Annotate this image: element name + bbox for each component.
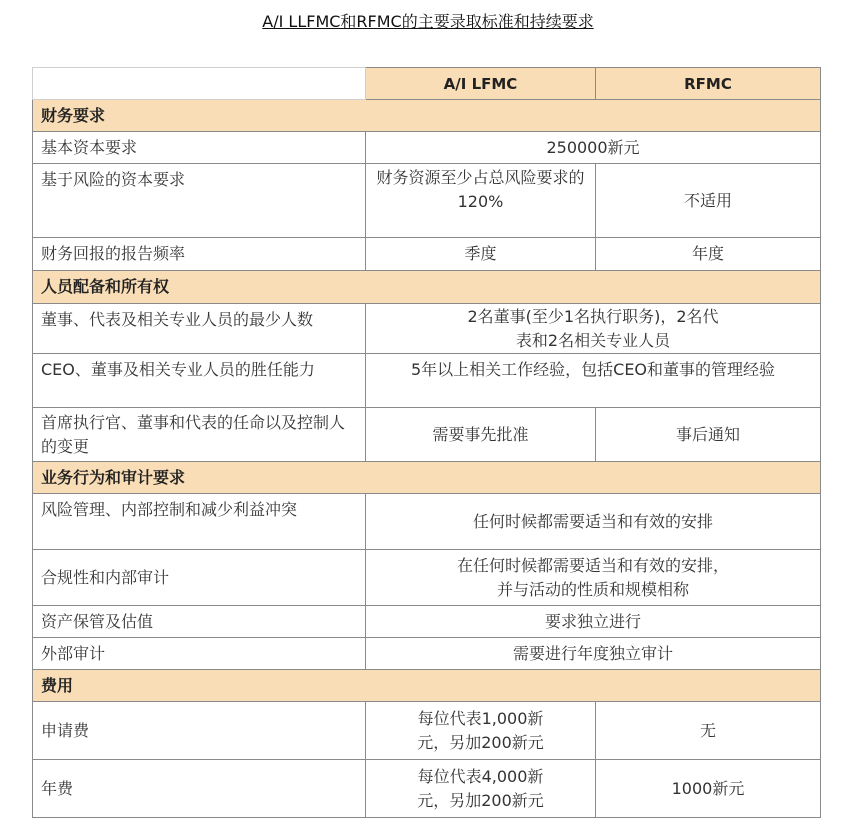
row-value-custody: 要求独立进行 <box>366 606 821 638</box>
section-row <box>33 670 821 702</box>
row-rfmc-application-fee: 无 <box>596 702 821 760</box>
header-rfmc: RFMC <box>596 68 821 100</box>
requirements-table <box>32 67 821 818</box>
header-ai-lfmc: A/I LFMC <box>366 68 596 100</box>
section-people: 人员配备和所有权 <box>33 271 821 304</box>
header-blank-cell <box>33 68 366 100</box>
compliance-line-2: 并与活动的性质和规模相称 <box>496 579 689 599</box>
row-value-ext-audit: 需要进行年度独立审计 <box>366 638 821 670</box>
table-row <box>33 702 821 760</box>
row-ai-risk-capital: 财务资源至少占总风险要求的120% <box>366 164 596 238</box>
row-rfmc-appointment: 事后通知 <box>596 408 821 462</box>
row-value-compliance <box>366 550 821 606</box>
section-finance: 财务要求 <box>33 100 821 132</box>
row-label-basic-capital: 基本资本要求 <box>33 132 366 164</box>
table-row <box>33 238 821 271</box>
row-ai-application-fee <box>366 702 596 760</box>
row-label-annual-fee: 年费 <box>33 760 366 818</box>
section-fees: 费用 <box>33 670 821 702</box>
table-row <box>33 494 821 550</box>
table-row <box>33 164 821 238</box>
row-label-ext-audit: 外部审计 <box>33 638 366 670</box>
compliance-line-1: 在任何时候都需要适当和有效的安排， <box>456 555 729 575</box>
application-fee-line-1: 每位代表1,000新 <box>417 708 544 728</box>
table-row <box>33 760 821 818</box>
row-label-compliance: 合规性和内部审计 <box>33 550 366 606</box>
row-value-competence: 5年以上相关工作经验，包括CEO和董事的管理经验 <box>366 354 821 408</box>
table-row <box>33 304 821 354</box>
annual-fee-line-2: 元，另加200新元 <box>417 790 544 810</box>
table-row <box>33 132 821 164</box>
table-row <box>33 550 821 606</box>
row-value-basic-capital: 250000新元 <box>366 132 821 164</box>
row-label-appointment: 首席执行官、董事和代表的任命以及控制人的变更 <box>33 408 366 462</box>
row-rfmc-annual-fee: 1000新元 <box>596 760 821 818</box>
section-row <box>33 100 821 132</box>
section-conduct: 业务行为和审计要求 <box>33 462 821 494</box>
row-label-application-fee: 申请费 <box>33 702 366 760</box>
row-rfmc-report-freq: 年度 <box>596 238 821 271</box>
table-row <box>33 606 821 638</box>
application-fee-line-2: 元，另加200新元 <box>417 732 544 752</box>
row-label-custody: 资产保管及估值 <box>33 606 366 638</box>
row-ai-report-freq: 季度 <box>366 238 596 271</box>
row-label-report-freq: 财务回报的报告频率 <box>33 238 366 271</box>
section-row <box>33 271 821 304</box>
table-header-row <box>33 68 821 100</box>
row-value-min-staff: 2名董事(至少1名执行职务)，2名代表和2名相关专业人员 <box>366 304 821 354</box>
row-label-competence: CEO、董事及相关专业人员的胜任能力 <box>33 354 366 408</box>
annual-fee-line-1: 每位代表4,000新 <box>417 766 544 786</box>
table-row <box>33 638 821 670</box>
table-row <box>33 354 821 408</box>
table-row <box>33 408 821 462</box>
row-ai-appointment: 需要事先批准 <box>366 408 596 462</box>
section-row <box>33 462 821 494</box>
row-rfmc-risk-capital: 不适用 <box>596 164 821 238</box>
row-ai-annual-fee <box>366 760 596 818</box>
row-value-risk-mgmt: 任何时候都需要适当和有效的安排 <box>366 494 821 550</box>
row-label-risk-capital: 基于风险的资本要求 <box>33 164 366 238</box>
row-label-min-staff: 董事、代表及相关专业人员的最少人数 <box>33 304 366 354</box>
page-title: A/I LLFMC和RFMC的主要录取标准和持续要求 <box>262 12 594 31</box>
row-label-risk-mgmt: 风险管理、内部控制和减少利益冲突 <box>33 494 366 550</box>
